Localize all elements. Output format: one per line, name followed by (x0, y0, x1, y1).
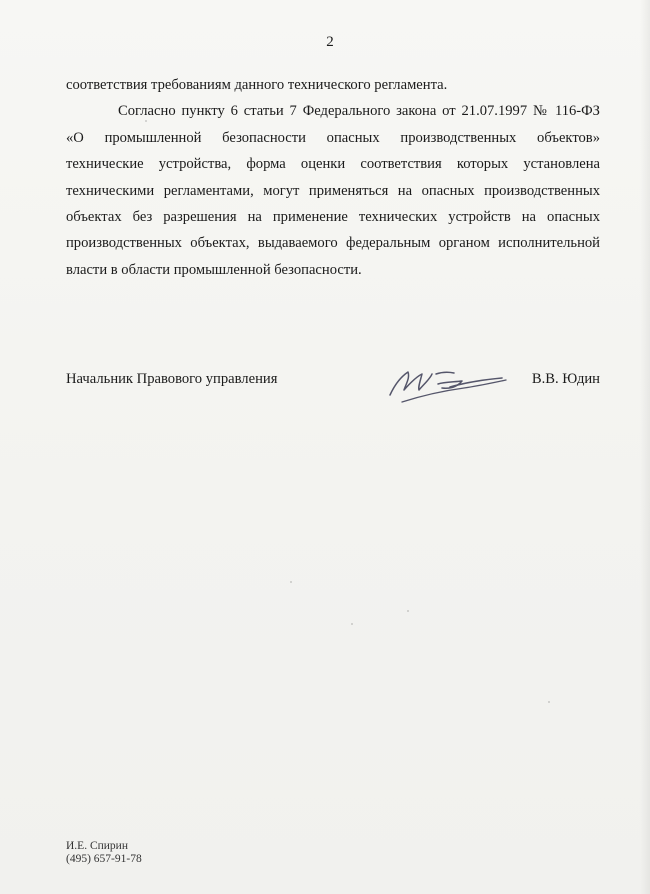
page-shadow-edge (640, 0, 650, 894)
body-text (66, 72, 600, 283)
paper-speck (145, 120, 147, 122)
body-line: соответствия требованиям данного технического регламента. (66, 77, 448, 93)
signature-block (66, 370, 600, 412)
page-number: 2 (326, 34, 334, 50)
body-line: производственных объектах, выдаваемого федеральным органом исполнительной (66, 235, 600, 252)
paper-speck (407, 610, 409, 612)
contact-block (66, 840, 142, 866)
contact-person: И.Е. Спирин (66, 840, 128, 852)
body-line: объектах без разрешения на применение технических устройств на опасных (66, 209, 600, 226)
body-line: технические устройства, форма оценки соответствия которых установлена (66, 156, 600, 173)
contact-phone: (495) 657-91-78 (66, 853, 142, 865)
handwritten-signature (384, 362, 514, 406)
paper-speck (548, 701, 550, 703)
body-line: «О промышленной безопасности опасных производственных объектов» (66, 129, 600, 146)
paper-speck (351, 623, 353, 625)
signatory-title: Начальник Правового управления (66, 371, 278, 387)
body-line: Согласно пункту 6 статьи 7 Федерального закона от 21.07.1997 № 116-ФЗ (118, 103, 600, 120)
signatory-name: В.В. Юдин (531, 371, 600, 387)
body-line: техническими регламентами, могут применяться на опасных производственных (66, 182, 600, 199)
paper-speck (290, 581, 292, 583)
body-line: власти в области промышленной безопасности. (66, 261, 362, 278)
